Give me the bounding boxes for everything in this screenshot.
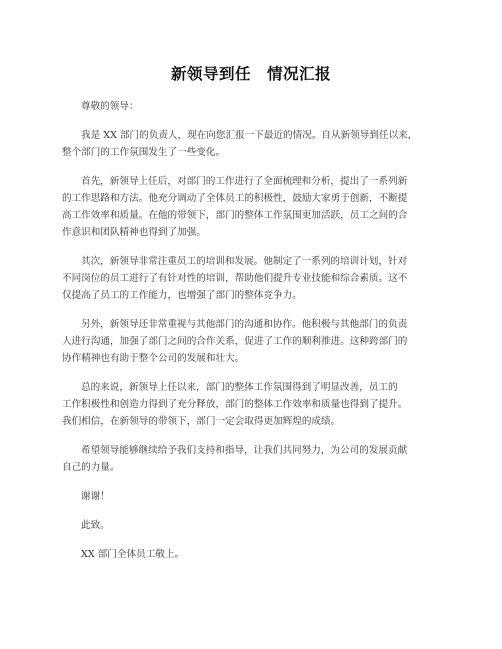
paragraph-line: 首先，新领导上任后，对部门的工作进行了全面梳理和分析，提出了一系列新 — [81, 176, 408, 187]
paragraph-line: 人进行沟通，加强了部门之间的合作关系，促进了工作的顺利推进。这种跨部门的 — [62, 336, 408, 347]
paragraph-line: 协作精神也有助于整个公司的发展和壮大。 — [62, 353, 245, 364]
paragraph — [62, 379, 440, 430]
paragraph-line: 其次，新领导非常注重员工的培训和发展。他制定了一系列的培训计划，针对 — [81, 256, 408, 267]
paragraph-line: 总的来说，新领导上任以来，部门的整体工作氛围得到了明显改善，员工的 — [81, 382, 398, 393]
paragraph-line: 高工作效率和质量。在他的带领下，部门的整体工作氛围更加活跃，员工之间的合 — [62, 210, 408, 221]
paragraph-line: 工作积极性和创造力得到了充分释放，部门的整体工作效率和质量也得到了提升。 — [62, 399, 408, 410]
paragraph-line: 整个部门的工作氛围发生了一些变化。 — [62, 147, 226, 158]
paragraph-line: 的工作思路和方法。他充分调动了全体员工的积极性，鼓励大家勇于创新，不断提 — [62, 193, 408, 204]
paragraph — [62, 488, 440, 505]
paragraph — [62, 173, 440, 241]
paragraph — [62, 546, 440, 563]
document-body — [62, 98, 440, 575]
paragraph — [62, 127, 440, 161]
paragraph-line: 我们相信，在新领导的带领下，部门一定会取得更加辉煌的成绩。 — [62, 416, 341, 427]
paragraph — [62, 517, 440, 534]
paragraph-line: 尊敬的领导： — [81, 101, 139, 112]
document-title: 新领导到任 情况汇报 — [170, 65, 331, 83]
paragraph-line: 此致。 — [81, 520, 110, 531]
paragraph-line: 希望领导能够继续给予我们支持和指导，让我们共同努力，为公司的发展贡献 — [81, 445, 408, 456]
paragraph-line: 谢谢！ — [81, 491, 110, 502]
paragraph — [62, 98, 440, 115]
paragraph — [62, 253, 440, 304]
paragraph-line: XX 部门全体员工敬上。 — [81, 549, 185, 560]
paragraph — [62, 442, 440, 476]
paragraph-line: 仅提高了员工的工作能力，也增强了部门的整体竞争力。 — [62, 290, 302, 301]
paragraph-line: 另外，新领导还非常重视与其他部门的沟通和协作。他积极与其他部门的负责 — [81, 319, 408, 330]
paragraph — [62, 316, 440, 367]
paragraph-line: 我是 XX 部门的负责人，现在向您汇报一下最近的情况。自从新领导到任以来， — [81, 130, 418, 141]
paragraph-line: 不同岗位的员工进行了有针对性的培训，帮助他们提升专业技能和综合素质。这不 — [62, 273, 408, 284]
paragraph-line: 自己的力量。 — [62, 462, 120, 473]
paragraph-line: 作意识和团队精神也得到了加强。 — [62, 227, 206, 238]
